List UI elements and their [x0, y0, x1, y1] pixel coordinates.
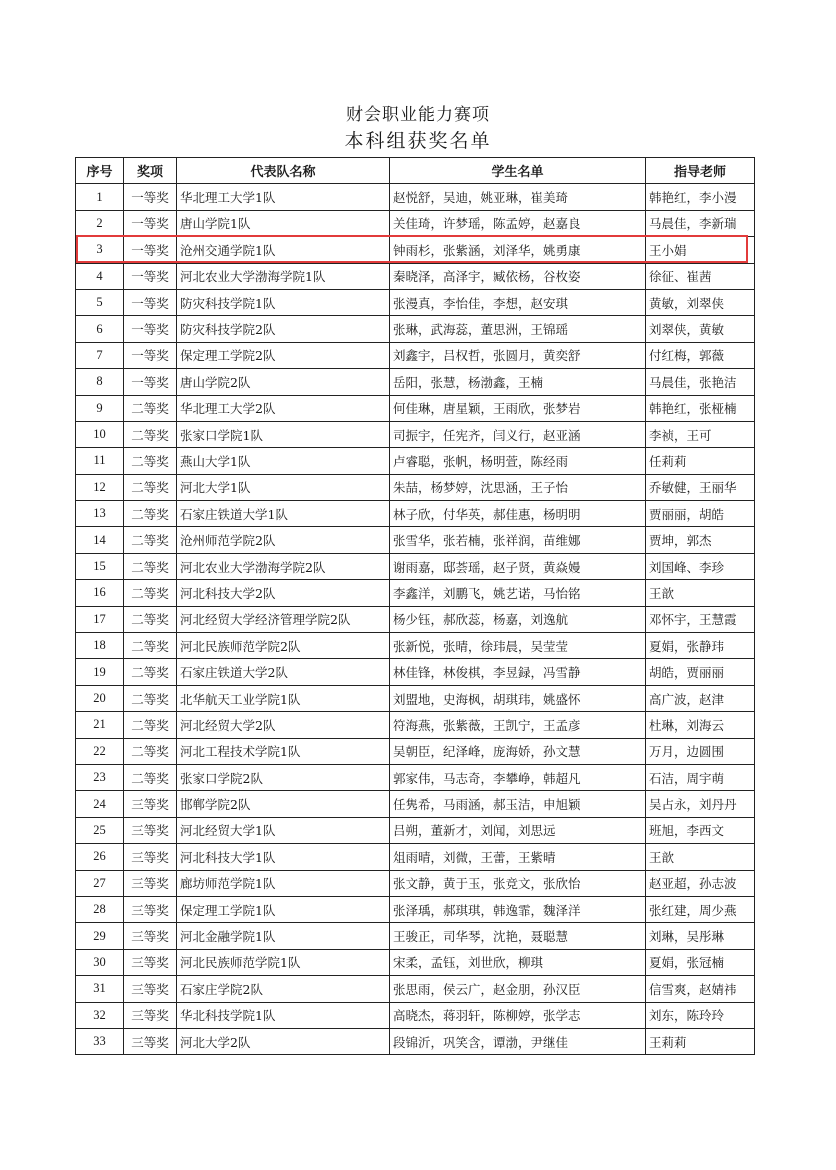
- team-name: 沧州交通学院1队: [177, 237, 390, 263]
- team-name: 河北农业大学渤海学院2队: [177, 553, 390, 579]
- student-names: 张泽瑀，郝琪琪，韩逸霏，魏泽洋: [390, 896, 646, 922]
- team-name: 河北民族师范学院1队: [177, 949, 390, 975]
- award-level: 一等奖: [124, 237, 177, 263]
- award-level: 二等奖: [124, 738, 177, 764]
- advisor-names: 贾坤，郭杰: [646, 527, 755, 553]
- row-number: 25: [76, 817, 124, 843]
- advisor-names: 石洁，周宇萌: [646, 764, 755, 790]
- table-row: [76, 580, 755, 606]
- advisor-names: 赵亚超，孙志波: [646, 870, 755, 896]
- award-level: 二等奖: [124, 527, 177, 553]
- table-row: [76, 738, 755, 764]
- student-names: 吕朔，董新才，刘闻，刘思远: [390, 817, 646, 843]
- advisor-names: 黄敏，刘翠侠: [646, 289, 755, 315]
- student-names: 谢雨嘉，邸荟瑶，赵子贤，黄焱嫚: [390, 553, 646, 579]
- award-level: 三等奖: [124, 976, 177, 1002]
- row-number: 17: [76, 606, 124, 632]
- award-level: 二等奖: [124, 501, 177, 527]
- advisor-names: 王小娟: [646, 237, 755, 263]
- table-row: [76, 527, 755, 553]
- student-names: 符海燕，张紫薇，王凯宁，王孟彦: [390, 712, 646, 738]
- award-level: 三等奖: [124, 1002, 177, 1028]
- award-level: 二等奖: [124, 633, 177, 659]
- team-name: 保定理工学院2队: [177, 342, 390, 368]
- advisor-names: 任莉莉: [646, 448, 755, 474]
- team-name: 防灾科技学院1队: [177, 289, 390, 315]
- advisor-names: 马晨佳，李新瑞: [646, 210, 755, 236]
- advisor-names: 邓怀宇，王慧霞: [646, 606, 755, 632]
- award-level: 一等奖: [124, 369, 177, 395]
- team-name: 张家口学院1队: [177, 421, 390, 447]
- row-number: 22: [76, 738, 124, 764]
- row-number: 29: [76, 923, 124, 949]
- student-names: 李鑫洋，刘鹏飞，姚艺诺，马怡铭: [390, 580, 646, 606]
- award-level: 一等奖: [124, 342, 177, 368]
- table-row: [76, 976, 755, 1002]
- award-level: 二等奖: [124, 606, 177, 632]
- title-line-2: 本科组获奖名单: [344, 130, 492, 152]
- team-name: 燕山大学1队: [177, 448, 390, 474]
- advisor-names: 班旭，李西文: [646, 817, 755, 843]
- advisor-names: 韩艳红，张桠楠: [646, 395, 755, 421]
- student-names: 赵悦舒，吴迪，姚亚琳，崔美琦: [390, 184, 646, 210]
- team-name: 唐山学院1队: [177, 210, 390, 236]
- student-names: 吴朝臣，纪泽峰，庞海娇，孙文慧: [390, 738, 646, 764]
- award-level: 三等奖: [124, 896, 177, 922]
- row-number: 20: [76, 685, 124, 711]
- table-row: [76, 1002, 755, 1028]
- team-name: 张家口学院2队: [177, 764, 390, 790]
- row-number: 26: [76, 844, 124, 870]
- advisor-names: 王歆: [646, 580, 755, 606]
- team-name: 防灾科技学院2队: [177, 316, 390, 342]
- award-level: 二等奖: [124, 474, 177, 500]
- award-level: 三等奖: [124, 844, 177, 870]
- row-number: 14: [76, 527, 124, 553]
- student-names: 张思雨，侯云广，赵金朋，孙汉臣: [390, 976, 646, 1002]
- table-row: [76, 421, 755, 447]
- award-level: 一等奖: [124, 210, 177, 236]
- advisor-names: 胡皓，贾丽丽: [646, 659, 755, 685]
- award-level: 三等奖: [124, 817, 177, 843]
- advisor-names: 李祯，王可: [646, 421, 755, 447]
- row-number: 15: [76, 553, 124, 579]
- table-body: [76, 184, 755, 1055]
- title-line-1: 财会职业能力赛项: [346, 105, 490, 125]
- table-row: [76, 870, 755, 896]
- table-row: [76, 210, 755, 236]
- student-names: 钟雨杉，张紫涵，刘泽华，姚勇康: [390, 237, 646, 263]
- student-names: 卢睿聪，张帆，杨明萱，陈经雨: [390, 448, 646, 474]
- advisor-names: 徐征、崔茜: [646, 263, 755, 289]
- table-row: [76, 263, 755, 289]
- team-name: 河北金融学院1队: [177, 923, 390, 949]
- award-level: 一等奖: [124, 184, 177, 210]
- student-names: 张漫真，李怡佳，李想，赵安琪: [390, 289, 646, 315]
- table-row: [76, 369, 755, 395]
- team-name: 石家庄铁道大学2队: [177, 659, 390, 685]
- table-row: [76, 791, 755, 817]
- student-names: 段锦沂，巩笑含，谭渤，尹继佳: [390, 1028, 646, 1054]
- header-students: 学生名单: [390, 158, 646, 184]
- student-names: 郭家伟，马志奇，李攀峥，韩超凡: [390, 764, 646, 790]
- table-row: [76, 633, 755, 659]
- award-level: 三等奖: [124, 923, 177, 949]
- award-level: 二等奖: [124, 764, 177, 790]
- row-number: 32: [76, 1002, 124, 1028]
- row-number: 33: [76, 1028, 124, 1054]
- student-names: 王骏正，司华琴，沈艳，聂聪慧: [390, 923, 646, 949]
- advisor-names: 王歆: [646, 844, 755, 870]
- advisor-names: 万月，边圆围: [646, 738, 755, 764]
- team-name: 河北经贸大学2队: [177, 712, 390, 738]
- advisor-names: 信雪爽，赵婧祎: [646, 976, 755, 1002]
- team-name: 河北民族师范学院2队: [177, 633, 390, 659]
- student-names: 俎雨晴，刘微，王蕾，王紫晴: [390, 844, 646, 870]
- table-row: [76, 237, 755, 263]
- row-number: 3: [76, 237, 124, 263]
- team-name: 河北农业大学渤海学院1队: [177, 263, 390, 289]
- header-award: 奖项: [124, 158, 177, 184]
- award-level: 三等奖: [124, 949, 177, 975]
- advisor-names: 杜琳，刘海云: [646, 712, 755, 738]
- table-row: [76, 289, 755, 315]
- table-row: [76, 342, 755, 368]
- advisor-names: 张红建，周少燕: [646, 896, 755, 922]
- row-number: 6: [76, 316, 124, 342]
- student-names: 刘盟地，史海枫，胡琪玮，姚盛怀: [390, 685, 646, 711]
- advisor-names: 乔敏健，王丽华: [646, 474, 755, 500]
- advisor-names: 吴占永，刘丹丹: [646, 791, 755, 817]
- row-number: 8: [76, 369, 124, 395]
- student-names: 宋柔，孟钰，刘世欣，柳琪: [390, 949, 646, 975]
- award-level: 二等奖: [124, 712, 177, 738]
- table-row: [76, 659, 755, 685]
- award-level: 二等奖: [124, 685, 177, 711]
- team-name: 石家庄铁道大学1队: [177, 501, 390, 527]
- student-names: 张文静，黄于玉，张竞文，张欣怡: [390, 870, 646, 896]
- row-number: 27: [76, 870, 124, 896]
- team-name: 华北科技学院1队: [177, 1002, 390, 1028]
- student-names: 刘鑫宇，吕权哲，张圆月，黄奕舒: [390, 342, 646, 368]
- student-names: 岳阳，张慧，杨渤鑫，王楠: [390, 369, 646, 395]
- advisor-names: 夏娟，张静玮: [646, 633, 755, 659]
- row-number: 13: [76, 501, 124, 527]
- row-number: 12: [76, 474, 124, 500]
- table-row: [76, 764, 755, 790]
- team-name: 河北工程技术学院1队: [177, 738, 390, 764]
- team-name: 廊坊师范学院1队: [177, 870, 390, 896]
- table-row: [76, 844, 755, 870]
- row-number: 31: [76, 976, 124, 1002]
- team-name: 唐山学院2队: [177, 369, 390, 395]
- student-names: 林子欣，付华英，郝佳惠，杨明明: [390, 501, 646, 527]
- team-name: 河北大学2队: [177, 1028, 390, 1054]
- table-row: [76, 606, 755, 632]
- student-names: 高晓杰，蒋羽轩，陈柳婷，张学志: [390, 1002, 646, 1028]
- table-row: [76, 1028, 755, 1054]
- advisor-names: 高广波，赵津: [646, 685, 755, 711]
- row-number: 18: [76, 633, 124, 659]
- team-name: 华北理工大学2队: [177, 395, 390, 421]
- award-level: 一等奖: [124, 263, 177, 289]
- advisor-names: 贾丽丽，胡皓: [646, 501, 755, 527]
- row-number: 19: [76, 659, 124, 685]
- row-number: 24: [76, 791, 124, 817]
- team-name: 河北科技大学1队: [177, 844, 390, 870]
- table-row: [76, 316, 755, 342]
- team-name: 河北大学1队: [177, 474, 390, 500]
- row-number: 23: [76, 764, 124, 790]
- table-row: [76, 184, 755, 210]
- student-names: 张新悦，张晴，徐玮晨，吴莹莹: [390, 633, 646, 659]
- row-number: 4: [76, 263, 124, 289]
- student-names: 何佳琳，唐星颖，王雨欣，张梦岩: [390, 395, 646, 421]
- award-level: 二等奖: [124, 421, 177, 447]
- award-level: 一等奖: [124, 316, 177, 342]
- student-names: 任隽希，马雨涵，郝玉洁，申旭颖: [390, 791, 646, 817]
- team-name: 石家庄学院2队: [177, 976, 390, 1002]
- table-row: [76, 474, 755, 500]
- table-row: [76, 395, 755, 421]
- student-names: 杨少钰，郝欣蕊，杨嘉，刘逸航: [390, 606, 646, 632]
- team-name: 华北理工大学1队: [177, 184, 390, 210]
- header-team: 代表队名称: [177, 158, 390, 184]
- header-no: 序号: [76, 158, 124, 184]
- table-row: [76, 817, 755, 843]
- row-number: 10: [76, 421, 124, 447]
- table-row: [76, 553, 755, 579]
- award-level: 二等奖: [124, 553, 177, 579]
- header-teacher: 指导老师: [646, 158, 755, 184]
- advisor-names: 刘国峰、李珍: [646, 553, 755, 579]
- student-names: 张琳，武海蕊，董思洲，王锦瑶: [390, 316, 646, 342]
- advisor-names: 夏娟，张冠楠: [646, 949, 755, 975]
- award-level: 二等奖: [124, 448, 177, 474]
- row-number: 7: [76, 342, 124, 368]
- team-name: 河北经贸大学1队: [177, 817, 390, 843]
- student-names: 林佳锋，林俊棋，李昱録，冯雪静: [390, 659, 646, 685]
- table-row: [76, 923, 755, 949]
- row-number: 21: [76, 712, 124, 738]
- award-level: 二等奖: [124, 580, 177, 606]
- table-row: [76, 712, 755, 738]
- award-level: 三等奖: [124, 1028, 177, 1054]
- student-names: 张雪华，张若楠，张祥润，苗维娜: [390, 527, 646, 553]
- row-number: 30: [76, 949, 124, 975]
- team-name: 沧州师范学院2队: [177, 527, 390, 553]
- award-level: 三等奖: [124, 791, 177, 817]
- advisor-names: 刘东，陈玲玲: [646, 1002, 755, 1028]
- award-level: 三等奖: [124, 870, 177, 896]
- advisor-names: 刘翠侠，黄敏: [646, 316, 755, 342]
- row-number: 9: [76, 395, 124, 421]
- row-number: 16: [76, 580, 124, 606]
- student-names: 关佳琦，许梦瑶，陈孟婷，赵嘉良: [390, 210, 646, 236]
- advisor-names: 付红梅，郭薇: [646, 342, 755, 368]
- team-name: 河北科技大学2队: [177, 580, 390, 606]
- team-name: 河北经贸大学经济管理学院2队: [177, 606, 390, 632]
- student-names: 司振宇，任宪齐，闫义行，赵亚涵: [390, 421, 646, 447]
- advisor-names: 韩艳红，李小漫: [646, 184, 755, 210]
- row-number: 2: [76, 210, 124, 236]
- advisor-names: 马晨佳，张艳洁: [646, 369, 755, 395]
- table-row: [76, 949, 755, 975]
- table-row: [76, 896, 755, 922]
- table-row: [76, 685, 755, 711]
- table-row: [76, 501, 755, 527]
- award-table: [75, 157, 755, 1055]
- team-name: 邯郸学院2队: [177, 791, 390, 817]
- row-number: 5: [76, 289, 124, 315]
- document-title: [0, 104, 836, 154]
- award-level: 二等奖: [124, 659, 177, 685]
- award-level: 二等奖: [124, 395, 177, 421]
- table-header-row: [76, 158, 755, 184]
- advisor-names: 王莉莉: [646, 1028, 755, 1054]
- team-name: 保定理工学院1队: [177, 896, 390, 922]
- student-names: 秦晓泽，高泽宇，臧依杨，谷枚姿: [390, 263, 646, 289]
- row-number: 11: [76, 448, 124, 474]
- table-row: [76, 448, 755, 474]
- award-level: 一等奖: [124, 289, 177, 315]
- student-names: 朱喆，杨梦婷，沈思涵，王子怡: [390, 474, 646, 500]
- team-name: 北华航天工业学院1队: [177, 685, 390, 711]
- row-number: 28: [76, 896, 124, 922]
- row-number: 1: [76, 184, 124, 210]
- advisor-names: 刘琳，吴彤琳: [646, 923, 755, 949]
